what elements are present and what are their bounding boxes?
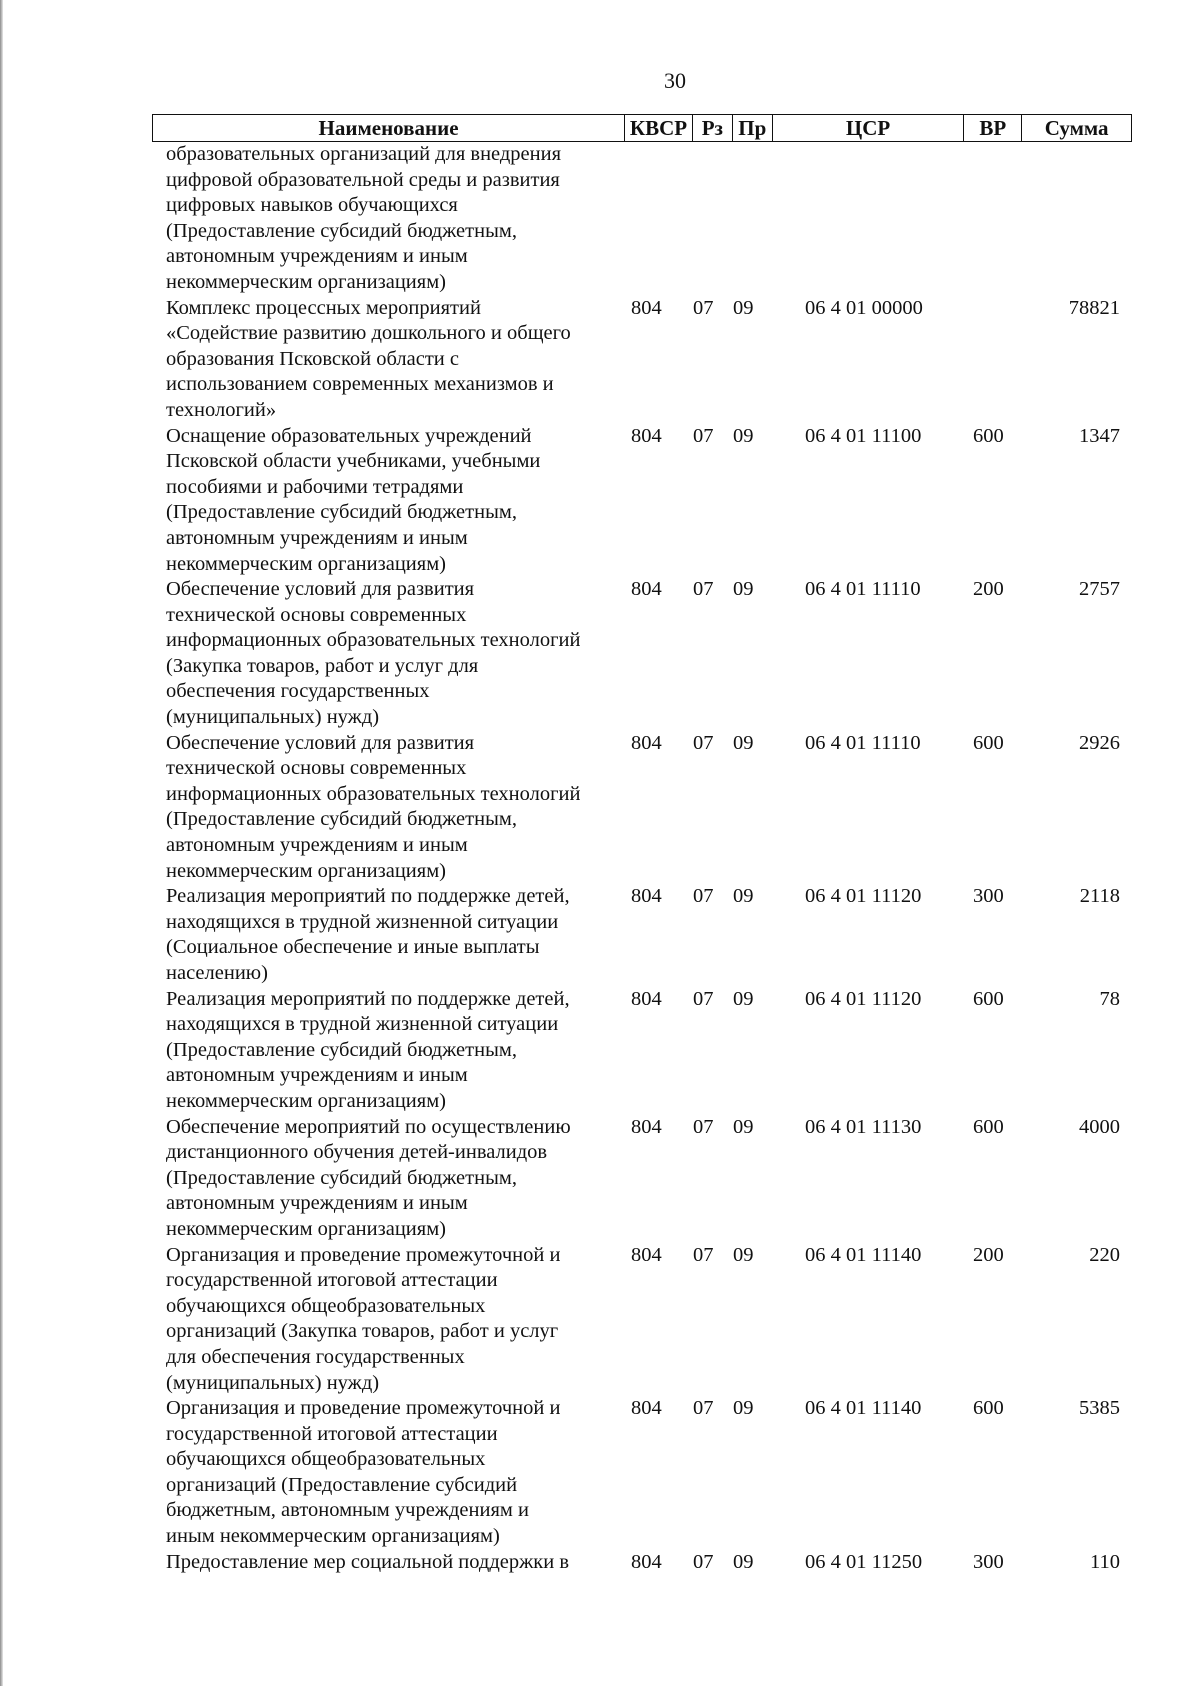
row-vr: 600 (973, 424, 1004, 447)
row-kvsr: 804 (631, 987, 662, 1010)
table-row (152, 296, 1132, 424)
row-vr: 600 (973, 731, 1004, 754)
row-pr: 09 (733, 1397, 754, 1420)
row-rz: 07 (693, 1115, 714, 1138)
row-name-line: цифровых навыков обучающихся (166, 194, 458, 217)
row-name-line: автономным учреждениям и иным (166, 1192, 468, 1215)
row-sum: 78 (1099, 987, 1120, 1010)
row-name-line: организаций (Предоставление субсидий (166, 1473, 518, 1496)
row-vr: 600 (973, 1115, 1004, 1138)
header-rz: Рз (693, 115, 733, 141)
row-csr: 06 4 01 11110 (805, 578, 921, 601)
row-name-line: Обеспечение условий для развития (166, 578, 475, 601)
row-name-line: некоммерческим организациям) (166, 1089, 446, 1112)
header-pr: Пр (733, 115, 773, 141)
row-name-line: бюджетным, автономным учреждениям и (166, 1499, 529, 1522)
row-csr: 06 4 01 00000 (805, 296, 923, 319)
header-sum: Сумма (1044, 115, 1109, 140)
row-kvsr: 804 (631, 424, 662, 447)
header-vr: ВР (964, 115, 1022, 141)
row-name-line: некоммерческим организациям) (166, 552, 446, 575)
row-kvsr: 804 (631, 1115, 662, 1138)
row-kvsr: 804 (631, 296, 662, 319)
row-name-line: «Содействие развитию дошкольного и общего (166, 322, 571, 345)
row-name-line: Оснащение образовательных учреждений (166, 424, 532, 447)
row-name-line: автономным учреждениям и иным (166, 526, 468, 549)
row-sum: 2757 (1079, 578, 1120, 601)
row-name-line: Обеспечение условий для развития (166, 731, 475, 754)
row-name (152, 1550, 625, 1576)
row-name-line: технической основы современных (166, 757, 467, 780)
row-name-line: (муниципальных) нужд) (166, 706, 380, 729)
row-name-line: Комплекс процессных мероприятий (166, 296, 481, 319)
row-csr: 06 4 01 11110 (805, 731, 921, 754)
page-number: 30 (664, 68, 686, 93)
row-name-line: Предоставление мер социальной поддержки в (166, 1550, 570, 1573)
row-name (152, 731, 625, 885)
header-kvsr: КВСР (625, 115, 693, 141)
row-pr: 09 (733, 296, 754, 319)
row-csr: 06 4 01 11140 (805, 1243, 922, 1266)
row-kvsr: 804 (631, 1397, 662, 1420)
budget-table (152, 114, 1132, 1575)
row-pr: 09 (733, 1115, 754, 1138)
row-name-line: некоммерческим организациям) (166, 270, 446, 293)
row-pr: 09 (733, 1550, 754, 1573)
row-name-line: (Предоставление субсидий бюджетным, (166, 219, 517, 242)
row-rz: 07 (693, 1397, 714, 1420)
row-name (152, 296, 625, 424)
row-csr: 06 4 01 11250 (805, 1550, 923, 1573)
row-name-line: использованием современных механизмов и (166, 373, 554, 396)
row-rz: 07 (693, 424, 714, 447)
row-sum: 2118 (1079, 885, 1120, 908)
table-row (152, 1115, 1132, 1243)
row-name-line: Реализация мероприятий по поддержке детей, (166, 987, 570, 1010)
row-name-line: технологий» (166, 398, 277, 421)
row-name-line: Реализация мероприятий по поддержке детей, (166, 885, 570, 908)
row-kvsr: 804 (631, 885, 662, 908)
row-vr: 200 (973, 578, 1004, 601)
row-vr: 200 (973, 1243, 1004, 1266)
row-pr: 09 (733, 987, 754, 1010)
row-name-line: пособиями и рабочими тетрадями (166, 475, 464, 498)
row-rz: 07 (693, 1243, 714, 1266)
row-name-line: находящихся в трудной жизненной ситуации (166, 910, 559, 933)
row-pr: 09 (733, 424, 754, 447)
row-name-line: технической основы современных (166, 603, 467, 626)
table-row (152, 424, 1132, 578)
row-kvsr: 804 (631, 1550, 662, 1573)
table-row (152, 1550, 1132, 1576)
table-row (152, 884, 1132, 986)
row-rz: 07 (693, 578, 714, 601)
row-name (152, 1243, 625, 1397)
row-name-line: Организация и проведение промежуточной и (166, 1397, 561, 1420)
row-name-line: обучающихся общеобразовательных (166, 1294, 486, 1317)
row-name-line: автономным учреждениям и иным (166, 834, 468, 857)
row-name (152, 424, 625, 578)
row-kvsr: 804 (631, 731, 662, 754)
row-name-line: обеспечения государственных (166, 680, 430, 703)
row-sum: 110 (1090, 1550, 1120, 1573)
row-rz: 07 (693, 987, 714, 1010)
row-vr: 600 (973, 1397, 1004, 1420)
row-name (152, 1396, 625, 1550)
row-kvsr: 804 (631, 578, 662, 601)
row-name-line: организаций (Закупка товаров, работ и услуг (166, 1320, 559, 1343)
row-sum: 78821 (1068, 296, 1120, 319)
row-sum: 220 (1089, 1243, 1120, 1266)
row-sum: 2926 (1079, 731, 1120, 754)
row-vr: 300 (973, 1550, 1004, 1573)
row-name-line: информационных образовательных технологий (166, 629, 581, 652)
row-name-line: для обеспечения государственных (166, 1345, 465, 1368)
row-name-line: (Закупка товаров, работ и услуг для (166, 654, 479, 677)
row-name (152, 1115, 625, 1243)
row-name-line: информационных образовательных технологий (166, 782, 581, 805)
row-csr: 06 4 01 11120 (805, 885, 922, 908)
row-name-line: автономным учреждениям и иным (166, 245, 468, 268)
header-csr: ЦСР (773, 115, 965, 141)
row-name (152, 142, 625, 296)
row-csr: 06 4 01 11120 (805, 987, 922, 1010)
row-rz: 07 (693, 1550, 714, 1573)
row-name-line: иным некоммерческим организациям) (166, 1525, 500, 1548)
row-name-line: населению) (166, 962, 268, 984)
row-name-line: (Социальное обеспечение и иные выплаты (166, 936, 540, 959)
row-kvsr: 804 (631, 1243, 662, 1266)
row-vr: 600 (973, 987, 1004, 1010)
row-csr: 06 4 01 11100 (805, 424, 922, 447)
table-row (152, 731, 1132, 885)
row-name-line: (Предоставление субсидий бюджетным, (166, 1166, 517, 1189)
row-name-line: образовательных организаций для внедрения (166, 143, 562, 165)
row-name-line: обучающихся общеобразовательных (166, 1448, 486, 1471)
row-name-line: (муниципальных) нужд) (166, 1371, 380, 1394)
row-rz: 07 (693, 296, 714, 319)
row-rz: 07 (693, 731, 714, 754)
row-name-line: (Предоставление субсидий бюджетным, (166, 808, 517, 831)
scan-edge (0, 0, 3, 1686)
row-name-line: Обеспечение мероприятий по осуществлению (166, 1115, 571, 1138)
row-rz: 07 (693, 885, 714, 908)
row-pr: 09 (733, 578, 754, 601)
row-name-line: (Предоставление субсидий бюджетным, (166, 501, 517, 524)
row-name-line: цифровой образовательной среды и развития (166, 168, 560, 191)
table-row (152, 1243, 1132, 1397)
row-name-line: автономным учреждениям и иным (166, 1064, 468, 1087)
header-name: Наименование (153, 115, 625, 141)
table-body (152, 142, 1132, 1575)
row-name (152, 884, 625, 986)
row-sum: 5385 (1079, 1397, 1120, 1420)
row-name-line: (Предоставление субсидий бюджетным, (166, 1038, 517, 1061)
table-row (152, 577, 1132, 731)
row-name-line: дистанционного обучения детей-инвалидов (166, 1141, 548, 1164)
row-sum: 4000 (1079, 1115, 1120, 1138)
row-name-line: государственной итоговой аттестации (166, 1422, 498, 1445)
row-name-line: некоммерческим организациям) (166, 1217, 446, 1240)
row-name (152, 577, 625, 731)
table-row (152, 987, 1132, 1115)
row-name (152, 987, 625, 1115)
row-vr: 300 (973, 885, 1004, 908)
row-name-line: Организация и проведение промежуточной и (166, 1243, 561, 1266)
row-name-line: Псковской области учебниками, учебными (166, 450, 541, 473)
row-csr: 06 4 01 11140 (805, 1397, 922, 1420)
table-row (152, 142, 1132, 296)
row-name-line: образования Псковской области с (166, 347, 460, 370)
row-name-line: государственной итоговой аттестации (166, 1269, 498, 1292)
row-pr: 09 (733, 1243, 754, 1266)
table-header (152, 114, 1132, 142)
row-name-line: некоммерческим организациям) (166, 859, 446, 882)
row-csr: 06 4 01 11130 (805, 1115, 922, 1138)
row-sum: 1347 (1079, 424, 1120, 447)
table-row (152, 1396, 1132, 1550)
row-name-line: находящихся в трудной жизненной ситуации (166, 1013, 559, 1036)
row-pr: 09 (733, 731, 754, 754)
row-pr: 09 (733, 885, 754, 908)
